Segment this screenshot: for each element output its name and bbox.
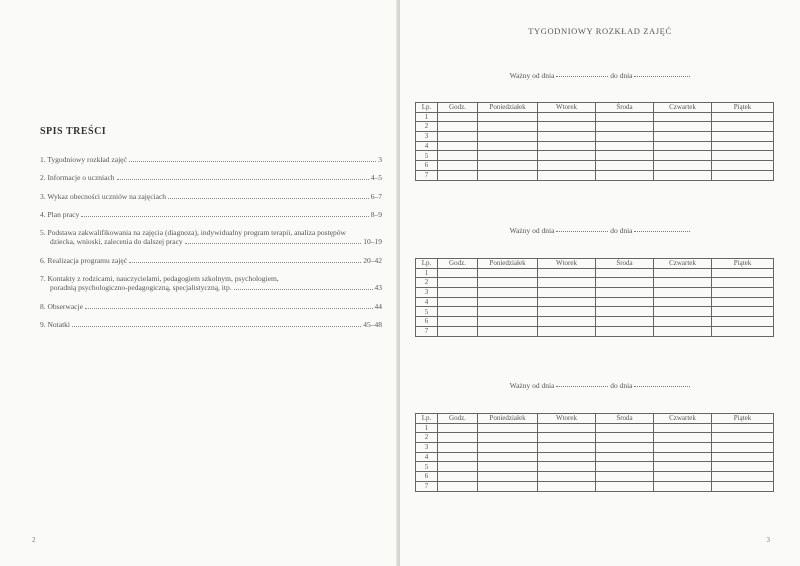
toc-item-page: 43 xyxy=(374,283,382,292)
toc-item[interactable] xyxy=(40,256,382,265)
schedule-cell[interactable] xyxy=(478,481,538,491)
schedule-table xyxy=(415,258,774,337)
schedule-table xyxy=(415,102,774,181)
schedule-cell[interactable] xyxy=(538,433,596,443)
schedule-cell[interactable] xyxy=(596,268,654,278)
row-number: 1 xyxy=(416,423,438,433)
schedule-cell[interactable] xyxy=(438,112,478,122)
schedule-cell[interactable] xyxy=(596,297,654,307)
schedule-cell[interactable] xyxy=(596,122,654,132)
schedule-cell[interactable] xyxy=(596,132,654,142)
schedule-cell[interactable] xyxy=(538,472,596,482)
schedule-cell[interactable] xyxy=(478,423,538,433)
schedule-cell[interactable] xyxy=(538,161,596,171)
schedule-cell[interactable] xyxy=(596,141,654,151)
schedule-cell[interactable] xyxy=(478,297,538,307)
table-row xyxy=(416,161,774,171)
table-row xyxy=(416,288,774,298)
schedule-cell[interactable] xyxy=(596,288,654,298)
column-header: Poniedziałek xyxy=(478,103,538,113)
schedule-cell[interactable] xyxy=(712,170,774,180)
toc-item-label: 3. Wykaz obecności uczniów na zajęciach xyxy=(40,192,167,201)
schedule-cell[interactable] xyxy=(438,433,478,443)
schedule-cell[interactable] xyxy=(596,423,654,433)
table-row xyxy=(416,462,774,472)
schedule-cell[interactable] xyxy=(654,161,712,171)
toc-item[interactable] xyxy=(40,302,382,311)
table-row xyxy=(416,326,774,336)
column-header: Lp. xyxy=(416,259,438,269)
schedule-cell[interactable] xyxy=(596,326,654,336)
table-header-row xyxy=(416,414,774,424)
table-row xyxy=(416,170,774,180)
row-number: 4 xyxy=(416,452,438,462)
schedule-cell[interactable] xyxy=(596,307,654,317)
schedule-cell[interactable] xyxy=(654,278,712,288)
schedule-cell[interactable] xyxy=(654,122,712,132)
schedule-cell[interactable] xyxy=(654,462,712,472)
schedule-cell[interactable] xyxy=(538,317,596,327)
row-number: 5 xyxy=(416,462,438,472)
column-header: Poniedziałek xyxy=(478,259,538,269)
schedule-cell[interactable] xyxy=(438,122,478,132)
schedule-cell[interactable] xyxy=(538,297,596,307)
toc-item[interactable] xyxy=(40,155,382,164)
schedule-cell[interactable] xyxy=(538,452,596,462)
schedule-cell[interactable] xyxy=(478,288,538,298)
table-row xyxy=(416,472,774,482)
schedule-cell[interactable] xyxy=(438,326,478,336)
row-number: 7 xyxy=(416,170,438,180)
toc-item[interactable] xyxy=(40,173,382,182)
schedule-cell[interactable] xyxy=(712,268,774,278)
valid-to-label: do dnia xyxy=(610,381,633,390)
row-number: 6 xyxy=(416,472,438,482)
toc-item-page: 6–7 xyxy=(370,192,382,201)
schedule-cell[interactable] xyxy=(712,132,774,142)
table-row xyxy=(416,481,774,491)
schedule-cell[interactable] xyxy=(438,481,478,491)
toc-item-page: 8–9 xyxy=(370,210,382,219)
schedule-cell[interactable] xyxy=(654,141,712,151)
schedule-cell[interactable] xyxy=(538,122,596,132)
schedule-cell[interactable] xyxy=(438,278,478,288)
schedule-cell[interactable] xyxy=(712,423,774,433)
schedule-cell[interactable] xyxy=(712,141,774,151)
valid-from-label: Ważny od dnia xyxy=(509,71,555,80)
schedule-cell[interactable] xyxy=(478,268,538,278)
schedule-cell[interactable] xyxy=(478,443,538,453)
schedule-cell[interactable] xyxy=(654,151,712,161)
schedule-cell[interactable] xyxy=(538,151,596,161)
column-header: Piątek xyxy=(712,103,774,113)
schedule-cell[interactable] xyxy=(478,141,538,151)
valid-from-field[interactable] xyxy=(556,75,608,77)
schedule-cell[interactable] xyxy=(654,452,712,462)
schedule-cell[interactable] xyxy=(596,452,654,462)
schedule-cell[interactable] xyxy=(654,433,712,443)
schedule-cell[interactable] xyxy=(538,423,596,433)
schedule-cell[interactable] xyxy=(654,317,712,327)
column-header: Czwartek xyxy=(654,259,712,269)
table-row xyxy=(416,112,774,122)
schedule-cell[interactable] xyxy=(538,112,596,122)
schedule-cell[interactable] xyxy=(712,462,774,472)
schedule-cell[interactable] xyxy=(654,170,712,180)
page-number: 3 xyxy=(766,536,770,544)
schedule-cell[interactable] xyxy=(438,161,478,171)
schedule-cell[interactable] xyxy=(538,307,596,317)
row-number: 6 xyxy=(416,161,438,171)
schedule-cell[interactable] xyxy=(596,170,654,180)
validity-line xyxy=(400,71,800,80)
schedule-cell[interactable] xyxy=(654,326,712,336)
valid-to-field[interactable] xyxy=(634,230,690,232)
schedule-cell[interactable] xyxy=(712,472,774,482)
toc-item[interactable] xyxy=(40,228,382,246)
column-header: Wtorek xyxy=(538,414,596,424)
toc-item[interactable] xyxy=(40,192,382,201)
row-number: 1 xyxy=(416,112,438,122)
schedule-cell[interactable] xyxy=(478,161,538,171)
row-number: 5 xyxy=(416,307,438,317)
toc-item-label: 9. Notatki xyxy=(40,320,70,329)
schedule-cell[interactable] xyxy=(478,326,538,336)
schedule-cell[interactable] xyxy=(654,288,712,298)
schedule-cell[interactable] xyxy=(654,423,712,433)
table-row xyxy=(416,307,774,317)
schedule-cell[interactable] xyxy=(596,317,654,327)
valid-to-field[interactable] xyxy=(634,75,690,77)
valid-to-field[interactable] xyxy=(634,385,690,387)
schedule-cell[interactable] xyxy=(438,288,478,298)
toc-item-label: 2. Informacje o uczniach xyxy=(40,173,115,182)
row-number: 4 xyxy=(416,141,438,151)
schedule-cell[interactable] xyxy=(596,433,654,443)
schedule-cell[interactable] xyxy=(654,132,712,142)
schedule-cell[interactable] xyxy=(712,122,774,132)
schedule-cell[interactable] xyxy=(712,112,774,122)
toc-item[interactable] xyxy=(40,274,382,292)
column-header: Czwartek xyxy=(654,103,712,113)
table-row xyxy=(416,268,774,278)
column-header: Czwartek xyxy=(654,414,712,424)
row-number: 7 xyxy=(416,326,438,336)
column-header: Środa xyxy=(596,103,654,113)
schedule-cell[interactable] xyxy=(478,170,538,180)
toc-item-label: 6. Realizacja programu zajęć xyxy=(40,256,128,265)
schedule-cell[interactable] xyxy=(712,317,774,327)
schedule-cell[interactable] xyxy=(654,268,712,278)
valid-to-label: do dnia xyxy=(610,71,633,80)
table-row xyxy=(416,122,774,132)
schedule-cell[interactable] xyxy=(596,472,654,482)
schedule-cell[interactable] xyxy=(654,472,712,482)
table-header-row xyxy=(416,103,774,113)
table-header-row xyxy=(416,259,774,269)
schedule-cell[interactable] xyxy=(538,170,596,180)
schedule-cell[interactable] xyxy=(538,268,596,278)
valid-from-field[interactable] xyxy=(556,230,608,232)
schedule-cell[interactable] xyxy=(538,443,596,453)
row-number: 2 xyxy=(416,433,438,443)
schedule-cell[interactable] xyxy=(654,481,712,491)
toc-item-label: 7. Kontakty z rodzicami, nauczycielami, pedagogiem szkolnym, psychologiem, xyxy=(40,274,279,283)
schedule-cell[interactable] xyxy=(712,433,774,443)
schedule-cell[interactable] xyxy=(478,433,538,443)
column-header: Wtorek xyxy=(538,259,596,269)
schedule-cell[interactable] xyxy=(712,297,774,307)
row-number: 3 xyxy=(416,288,438,298)
toc-item-page: 4–5 xyxy=(370,173,382,182)
schedule-cell[interactable] xyxy=(538,132,596,142)
schedule-cell[interactable] xyxy=(478,122,538,132)
schedule-cell[interactable] xyxy=(712,278,774,288)
valid-to-label: do dnia xyxy=(610,226,633,235)
toc-item-label: 8. Obserwacje xyxy=(40,302,83,311)
schedule-cell[interactable] xyxy=(712,288,774,298)
schedule-cell[interactable] xyxy=(596,161,654,171)
schedule-cell[interactable] xyxy=(478,317,538,327)
table-row xyxy=(416,278,774,288)
schedule-cell[interactable] xyxy=(654,112,712,122)
toc-item-page: 20–42 xyxy=(363,256,382,265)
column-header: Piątek xyxy=(712,259,774,269)
schedule-cell[interactable] xyxy=(438,268,478,278)
valid-from-field[interactable] xyxy=(556,385,608,387)
schedule-cell[interactable] xyxy=(438,423,478,433)
schedule-cell[interactable] xyxy=(712,481,774,491)
table-row xyxy=(416,132,774,142)
schedule-cell[interactable] xyxy=(654,443,712,453)
schedule-cell[interactable] xyxy=(478,452,538,462)
schedule-cell[interactable] xyxy=(712,452,774,462)
row-number: 4 xyxy=(416,297,438,307)
table-row xyxy=(416,317,774,327)
toc-item[interactable] xyxy=(40,320,382,329)
column-header: Poniedziałek xyxy=(478,414,538,424)
validity-line xyxy=(400,381,800,390)
right-page xyxy=(400,0,800,566)
toc-item-label: 4. Plan pracy xyxy=(40,210,80,219)
row-number: 3 xyxy=(416,443,438,453)
schedule-cell[interactable] xyxy=(654,307,712,317)
toc-item-page: 45–48 xyxy=(363,320,382,329)
schedule-cell[interactable] xyxy=(712,161,774,171)
left-page xyxy=(0,0,398,566)
schedule-cell[interactable] xyxy=(596,481,654,491)
column-header: Środa xyxy=(596,259,654,269)
schedule-cell[interactable] xyxy=(712,443,774,453)
row-number: 3 xyxy=(416,132,438,142)
schedule-cell[interactable] xyxy=(712,326,774,336)
schedule-cell[interactable] xyxy=(438,307,478,317)
schedule-table xyxy=(415,413,774,492)
schedule-cell[interactable] xyxy=(596,112,654,122)
schedule-cell[interactable] xyxy=(478,132,538,142)
schedule-cell[interactable] xyxy=(596,278,654,288)
schedule-cell[interactable] xyxy=(438,462,478,472)
schedule-cell[interactable] xyxy=(478,278,538,288)
schedule-cell[interactable] xyxy=(478,307,538,317)
valid-from-label: Ważny od dnia xyxy=(509,381,555,390)
schedule-cell[interactable] xyxy=(596,151,654,161)
column-header: Godz. xyxy=(438,414,478,424)
schedule-cell[interactable] xyxy=(438,170,478,180)
schedule-cell[interactable] xyxy=(654,297,712,307)
toc-item[interactable] xyxy=(40,210,382,219)
table-row xyxy=(416,297,774,307)
row-number: 5 xyxy=(416,151,438,161)
toc-item-label: 1. Tygodniowy rozkład zajęć xyxy=(40,155,127,164)
table-row xyxy=(416,452,774,462)
schedule-cell[interactable] xyxy=(538,278,596,288)
schedule-cell[interactable] xyxy=(478,472,538,482)
column-header: Wtorek xyxy=(538,103,596,113)
column-header: Piątek xyxy=(712,414,774,424)
schedule-cell[interactable] xyxy=(596,462,654,472)
table-row xyxy=(416,151,774,161)
toc-item-page: 10–19 xyxy=(363,237,382,246)
row-number: 2 xyxy=(416,122,438,132)
page-number: 2 xyxy=(32,536,36,544)
toc-item-label-cont: poradnią psychologiczno-pedagogiczną, specjalistyczną, itp. xyxy=(50,283,232,292)
row-number: 2 xyxy=(416,278,438,288)
schedule-cell[interactable] xyxy=(478,151,538,161)
schedule-cell[interactable] xyxy=(438,452,478,462)
column-header: Godz. xyxy=(438,103,478,113)
column-header: Godz. xyxy=(438,259,478,269)
schedule-cell[interactable] xyxy=(712,151,774,161)
table-row xyxy=(416,423,774,433)
schedule-cell[interactable] xyxy=(712,307,774,317)
column-header: Lp. xyxy=(416,414,438,424)
schedule-cell[interactable] xyxy=(438,141,478,151)
toc-item-label-cont: dziecka, wnioski, zalecenia do dalszej pracy xyxy=(50,237,183,246)
validity-line xyxy=(400,226,800,235)
toc-title: SPIS TREŚCI xyxy=(40,126,107,137)
schedule-cell[interactable] xyxy=(478,462,538,472)
toc-item-label: 5. Podstawa zakwalifikowania na zajęcia (diagnoza), indywidualny program terapii, analiza postępów xyxy=(40,228,346,237)
schedule-title: TYGODNIOWY ROZKŁAD ZAJĘĆ xyxy=(528,26,672,36)
table-row xyxy=(416,443,774,453)
schedule-cell[interactable] xyxy=(538,288,596,298)
schedule-cell[interactable] xyxy=(438,317,478,327)
schedule-cell[interactable] xyxy=(538,481,596,491)
schedule-cell[interactable] xyxy=(438,472,478,482)
toc-item-page: 44 xyxy=(374,302,382,311)
toc-item-page: 3 xyxy=(378,155,382,164)
schedule-cell[interactable] xyxy=(538,462,596,472)
valid-from-label: Ważny od dnia xyxy=(509,226,555,235)
schedule-cell[interactable] xyxy=(538,326,596,336)
table-row xyxy=(416,141,774,151)
schedule-cell[interactable] xyxy=(438,151,478,161)
row-number: 6 xyxy=(416,317,438,327)
column-header: Lp. xyxy=(416,103,438,113)
schedule-cell[interactable] xyxy=(438,132,478,142)
row-number: 7 xyxy=(416,481,438,491)
table-row xyxy=(416,433,774,443)
column-header: Środa xyxy=(596,414,654,424)
schedule-cell[interactable] xyxy=(478,112,538,122)
schedule-cell[interactable] xyxy=(438,297,478,307)
row-number: 1 xyxy=(416,268,438,278)
schedule-cell[interactable] xyxy=(596,443,654,453)
schedule-cell[interactable] xyxy=(438,443,478,453)
schedule-cell[interactable] xyxy=(538,141,596,151)
